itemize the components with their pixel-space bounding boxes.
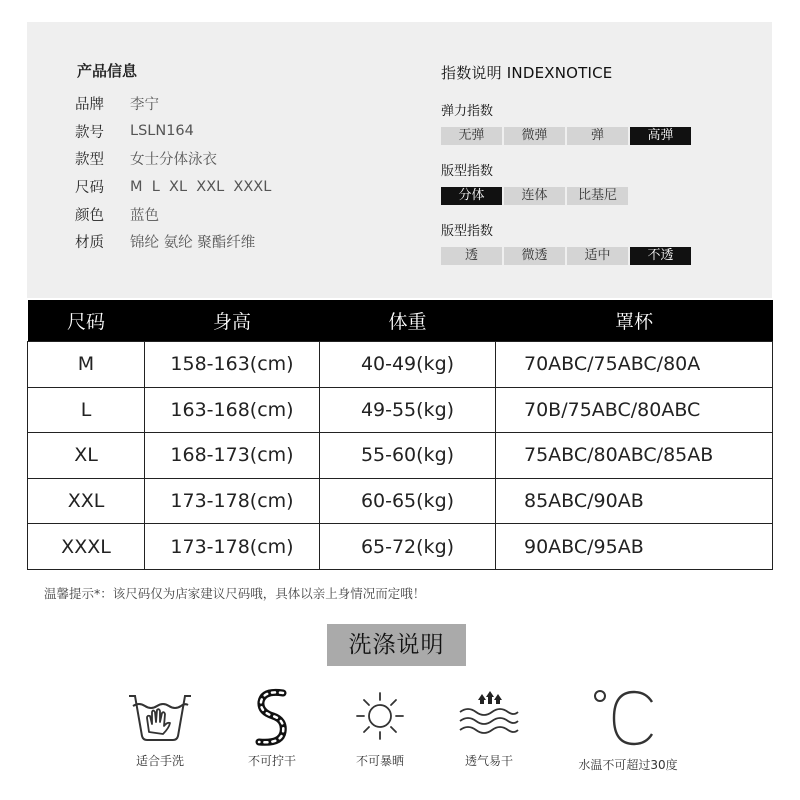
cell-cup: 85ABC/90AB [496,478,773,524]
care-no-wring [212,688,332,769]
table-row [28,387,773,433]
celsius-icon [588,688,668,750]
header-height: 身高 [145,300,320,342]
product-key: 款号 [75,124,104,141]
care-label: 水温不可超过30度 [578,758,678,772]
no-wring-icon [237,688,307,746]
header-size: 尺码 [28,300,145,342]
product-row-size [75,173,271,201]
size-table-header [28,300,773,342]
scale-option-selected: 不透 [630,247,691,265]
cell-cup: 90ABC/95AB [496,524,773,570]
table-row [28,433,773,479]
sheerness-index-title: 版型指数 [441,224,494,239]
cell-cup: 70ABC/75ABC/80A [496,342,773,388]
hand-wash-icon [125,688,195,746]
product-key: 品牌 [75,97,104,114]
quick-dry-icon [454,688,524,746]
scale-option: 透 [441,247,502,265]
size-tip: 温馨提示*：该尺码仅为店家建议尺码哦，具体以亲上身情况而定哦！ [44,586,426,601]
cell-weight: 40-49(kg) [320,342,496,388]
product-key: 款型 [75,152,104,169]
care-label: 不可暴晒 [355,754,404,768]
product-value: 李宁 [130,97,159,114]
care-label: 不可拧干 [247,754,296,768]
scale-option: 连体 [504,187,565,205]
table-row [28,524,773,570]
scale-option-selected: 分体 [441,187,502,205]
elasticity-index-title: 弹力指数 [441,104,494,119]
product-key: 材质 [75,235,104,252]
care-hand-wash [100,688,220,769]
cell-size: XL [28,433,145,479]
cell-size: XXXL [28,524,145,570]
scale-option: 无弹 [441,127,502,145]
fit-scale [441,187,693,205]
product-row-brand [75,90,271,118]
header-weight: 体重 [320,300,496,342]
info-panel [27,22,772,298]
cell-height: 173-178(cm) [145,524,320,570]
scale-option: 比基尼 [567,187,628,205]
scale-option: 微弹 [504,127,565,145]
product-info [75,60,271,256]
cell-height: 173-178(cm) [145,478,320,524]
scale-option: 弹 [567,127,628,145]
product-value: 蓝色 [130,207,159,224]
product-info-title: 产品信息 [77,62,138,80]
scale-option: 微透 [504,247,565,265]
care-quick-dry [429,688,549,769]
cell-height: 158-163(cm) [145,342,320,388]
care-no-sun [320,688,440,769]
sheerness-scale [441,247,693,265]
product-value: 锦纶 氨纶 聚酯纤维 [130,235,256,252]
index-notice-title: 指数说明 INDEXNOTICE [441,64,613,82]
product-value: M L XL XXL XXXL [130,178,272,195]
cell-size: L [28,387,145,433]
scale-option-selected: 高弹 [630,127,691,145]
product-row-style [75,145,271,173]
product-value: LSLN164 [130,123,194,140]
product-key: 尺码 [75,180,104,197]
care-label: 适合手洗 [135,754,184,768]
product-value: 女士分体泳衣 [130,152,217,169]
product-row-color [75,200,271,228]
cell-weight: 65-72(kg) [320,524,496,570]
cell-cup: 75ABC/80ABC/85AB [496,433,773,479]
care-label: 透气易干 [464,754,513,768]
cell-weight: 49-55(kg) [320,387,496,433]
cell-weight: 60-65(kg) [320,478,496,524]
size-table [27,300,773,570]
cell-cup: 70B/75ABC/80ABC [496,387,773,433]
cell-height: 168-173(cm) [145,433,320,479]
cell-size: XXL [28,478,145,524]
wash-title: 洗涤说明 [327,624,466,666]
cell-height: 163-168(cm) [145,387,320,433]
index-notice [441,62,693,280]
table-row [28,478,773,524]
cell-size: M [28,342,145,388]
no-sun-icon [345,688,415,746]
cell-weight: 55-60(kg) [320,433,496,479]
care-water-temp [568,688,688,773]
fit-index-title: 版型指数 [441,164,494,179]
scale-option: 适中 [567,247,628,265]
product-row-model [75,118,271,146]
table-row [28,342,773,388]
header-cup: 罩杯 [496,300,773,342]
product-row-material [75,228,271,256]
elasticity-scale [441,127,693,145]
product-key: 颜色 [75,207,104,224]
